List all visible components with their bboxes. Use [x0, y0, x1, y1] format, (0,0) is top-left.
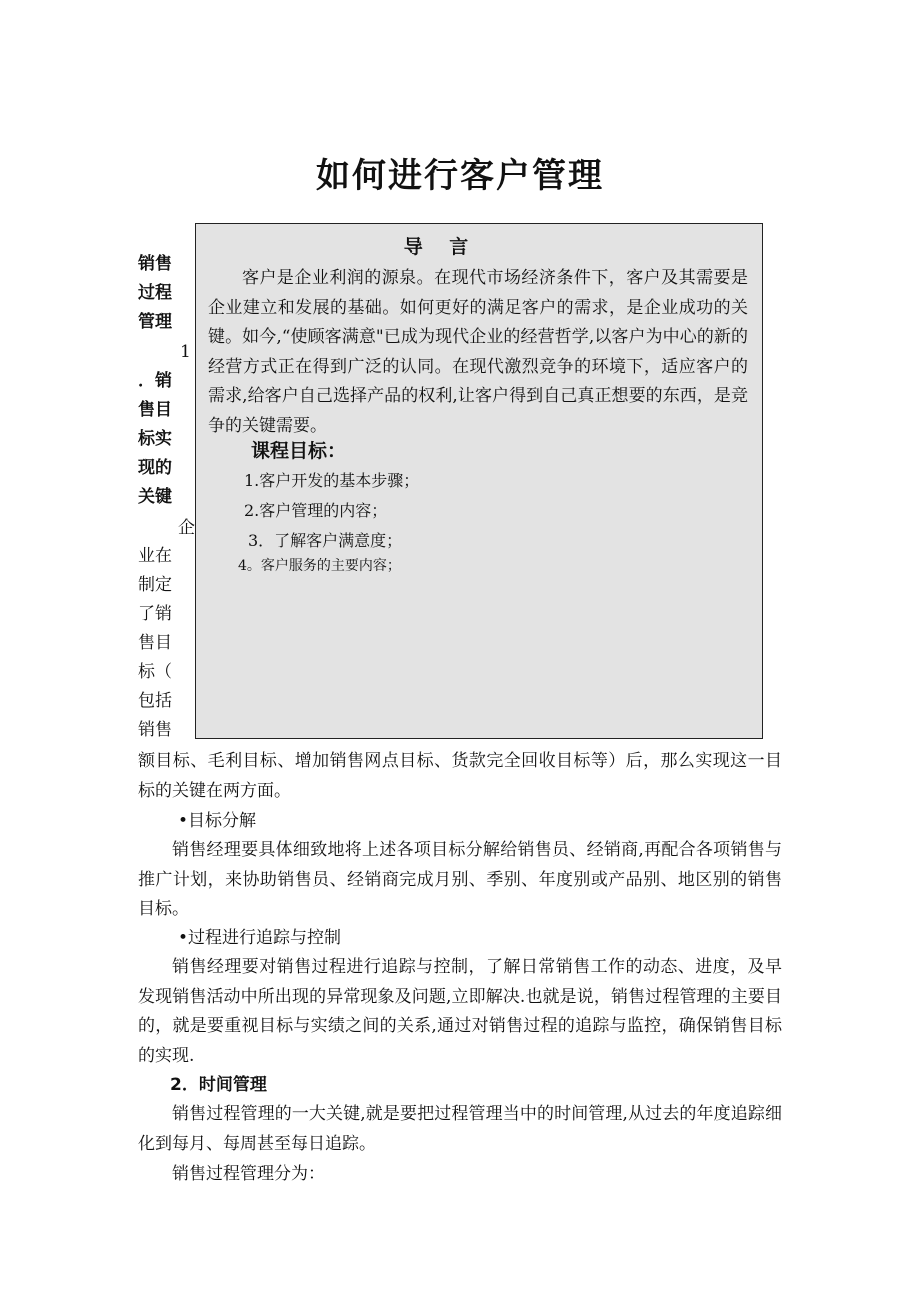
- goal-item: 2.客户管理的内容；: [244, 501, 388, 520]
- section-heading: 2．时间管理: [170, 1075, 267, 1095]
- side-para-line: 售目: [138, 633, 172, 653]
- side-para-line: 制定: [138, 575, 172, 595]
- side-subheading-line: 关键: [138, 487, 172, 507]
- goals-heading: 课程目标：: [251, 440, 347, 462]
- side-subheading-line: 标实: [138, 429, 172, 449]
- paragraph: 销售经理要具体细致地将上述各项目标分解给销售员、经销商,再配合各项销售与推广计划，来协助销售员、经销商完成月别、季别、年度别或产品别、地区别的销售目标。: [138, 840, 782, 919]
- bullet-heading: •目标分解: [178, 811, 257, 831]
- intro-box: [195, 223, 763, 739]
- paragraph: 额目标、毛利目标、增加销售网点目标、货款完全回收目标等）后，那么实现这一目标的关键在两方面。: [138, 751, 782, 801]
- bullet-heading: •过程进行追踪与控制: [178, 928, 342, 948]
- paragraph: 销售经理要对销售过程进行追踪与控制，了解日常销售工作的动态、进度，及早发现销售活动中所出现的异常现象及问题,立即解决.也就是说，销售过程管理的主要目的，就是要重视目标与实绩之间的关系,通过对销售过程的追踪与监控，确保销售目标的实现.: [138, 957, 782, 1066]
- side-para-line: 销售: [138, 720, 172, 740]
- side-para-line: 了销: [138, 604, 172, 624]
- side-para-line: 包括: [138, 691, 172, 711]
- goal-item: 3．了解客户满意度；: [248, 531, 403, 550]
- side-heading-line: 过程: [138, 283, 172, 303]
- side-para-line: 标（: [138, 662, 172, 682]
- side-subheading-line: 售目: [138, 400, 172, 420]
- side-subheading-line: 现的: [138, 458, 172, 478]
- intro-paragraph: 客户是企业利润的源泉。在现代市场经济条件下，客户及其需要是企业建立和发展的基础。如何更好的满足客户的需求，是企业成功的关键。如今,“使顾客满意"已成为现代企业的经营哲学,以客户为中心的新的经营方式正在得到广泛的认同。在现代激烈竞争的环境下，适应客户的需求,给客户自己选择产品的权利,让客户得到自己真正想要的东西，是竞争的关键需要。: [208, 268, 748, 436]
- paragraph: 销售过程管理的一大关键,就是要把过程管理当中的时间管理,从过去的年度追踪细化到每月、每周甚至每日追踪。: [138, 1104, 782, 1154]
- side-para-start: 企: [178, 518, 195, 538]
- side-para-line: 业在: [138, 546, 172, 566]
- section-number: 1: [180, 342, 191, 362]
- paragraph: 销售过程管理分为：: [172, 1164, 325, 1184]
- side-heading-line: 管理: [138, 312, 172, 332]
- intro-heading: 导 言: [403, 236, 479, 258]
- document-title: 如何进行客户管理: [316, 156, 604, 196]
- goal-item: 4。客户服务的主要内容；: [238, 558, 401, 574]
- goal-item: 1.客户开发的基本步骤；: [244, 471, 420, 490]
- side-subheading-line: ．销: [138, 371, 172, 391]
- side-heading-line: 销售: [138, 254, 172, 274]
